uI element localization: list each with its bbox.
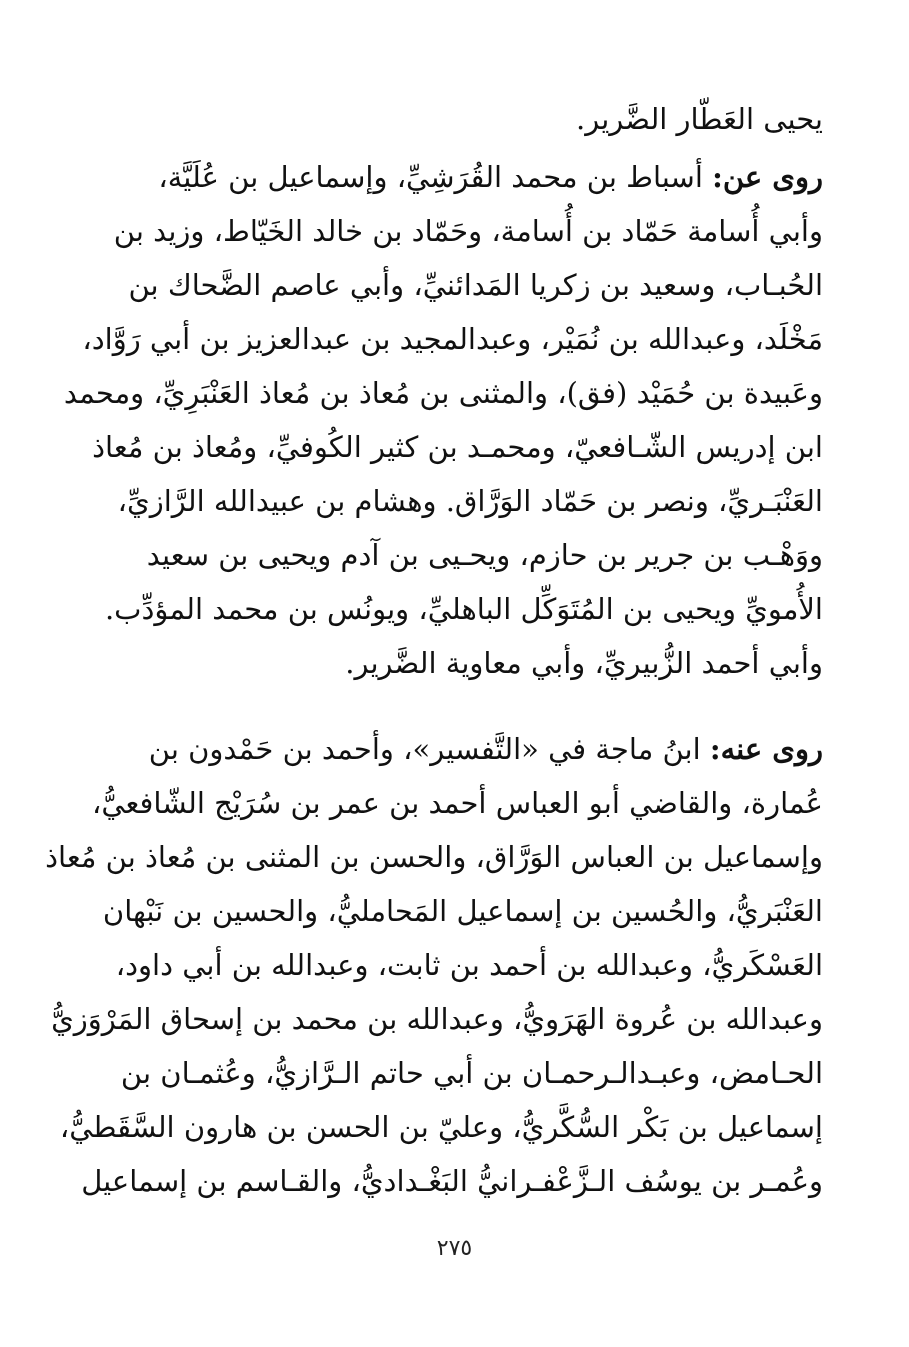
text-line: وعَبيدة بن حُمَيْد (فق)، والمثنى بن مُعاذ بن مُعاذ العَنْبَرِيِّ، ومحمد — [63, 376, 823, 410]
intro-paragraph — [128, 92, 823, 146]
text-line: ووَهْـب بن جرير بن حازم، ويحـيى بن آدم ويحيى بن سعيد — [146, 538, 823, 572]
narrated-by-paragraph — [45, 722, 823, 1208]
narrated-from-first-line: أسباط بن محمد القُرَشِيِّ، وإسماعيل بن عُلَيَّة، — [158, 160, 703, 194]
text-line: يحيى العَطّار الضَّرير. — [576, 102, 823, 136]
text-line: وأبي أُسامة حَمّاد بن أُسامة، وحَمّاد بن خالد الخَيّاط، وزيد بن — [113, 214, 823, 248]
text-line: الأُمويِّ ويحيى بن المُتَوَكِّل الباهليِّ، ويونُس بن محمد المؤدِّب. — [104, 592, 823, 626]
narrated-by-first-line: ابنُ ماجة في «التَّفسير»، وأحمد بن حَمْدون بن — [148, 732, 701, 766]
text-line: وعبدالله بن عُروة الهَرَويُّ، وعبدالله بن محمد بن إسحاق المَرْوَزيُّ — [51, 1002, 823, 1036]
text-line: وإسماعيل بن العباس الوَرَّاق، والحسن بن المثنى بن مُعاذ بن مُعاذ — [45, 840, 823, 874]
text-line: العَنْبَـريِّ، ونصر بن حَمّاد الوَرَّاق. وهشام بن عبيدالله الرَّازيِّ، — [117, 484, 823, 518]
text-line: وأبي أحمد الزُّبيريِّ، وأبي معاوية الضَّرير. — [345, 646, 823, 680]
text-line: ابن إدريس الشّـافعيّ، ومحمـد بن كثير الكُوفيِّ، ومُعاذ بن مُعاذ — [92, 430, 823, 464]
text-line: مَخْلَد، وعبدالله بن نُمَيْر، وعبدالمجيد بن عبدالعزيز بن أبي رَوَّاد، — [82, 322, 823, 356]
text-line — [128, 722, 823, 776]
page-number: ٢٧٥ — [436, 1236, 473, 1261]
text-line: العَنْبَريُّ، والحُسين بن إسماعيل المَحامليُّ، والحسين بن نَبْهان — [102, 894, 823, 928]
text-line: إسماعيل بن بَكْر السُّكَّريُّ، وعليّ بن الحسن بن هارون السَّقَطيُّ، — [59, 1110, 823, 1144]
narrated-by-label: روى عنه: — [709, 732, 823, 766]
text-line: الحُبـاب، وسعيد بن زكريا المَدائنيِّ، وأبي عاصم الضَّحاك بن — [128, 268, 823, 302]
text-line: عُمارة، والقاضي أبو العباس أحمد بن عمر بن سُرَيْج الشّافعيُّ، — [91, 786, 823, 820]
narrated-from-paragraph — [63, 150, 823, 690]
text-line: وعُمـر بن يوسُف الـزَّعْفـرانيُّ البَغْـداديُّ، والقـاسم بن إسماعيل — [81, 1164, 823, 1198]
narrated-from-label: روى عن: — [712, 160, 823, 194]
text-line: الحـامض، وعبـدالـرحمـان بن أبي حاتم الـرَّازيُّ، وعُثمـان بن — [120, 1056, 823, 1090]
text-line — [128, 150, 823, 204]
text-line: العَسْكَريُّ، وعبدالله بن أحمد بن ثابت، وعبدالله بن أبي داود، — [115, 948, 823, 982]
